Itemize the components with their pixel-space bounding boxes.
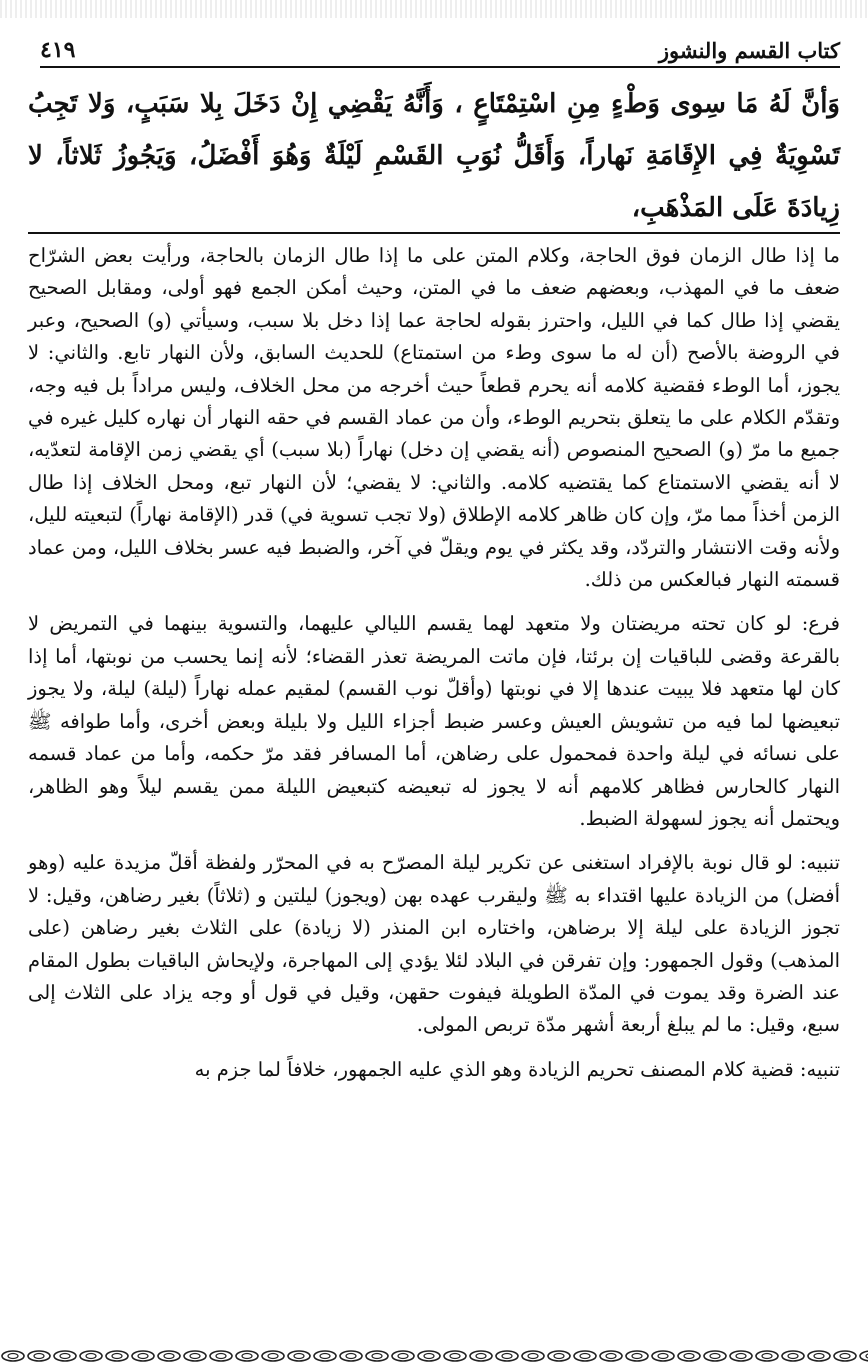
scan-edge-noise <box>0 0 868 18</box>
matn-text: وَأنَّ لَهُ مَا سِوى وَطْءٍ مِنِ اسْتِمْتَاعٍ ، وَأَنَّهُ يَقْضِي إِنْ دَخَلَ بِلا سَبَبٍ، وَلا تَجِبُ تَسْوِيَةٌ فِي الإِقَامَةِ نَهاراً، وَأَقَلُّ نُوَبِ القَسْمِ لَيْلَةٌ وَهُوَ أَفْضَلُ، وَيَجُوزُ ثَلاثاً، لا زِيادَةَ عَلَى المَذْهَبِ، <box>28 89 840 223</box>
page-number: ٤١٩ <box>40 37 76 63</box>
sharh-paragraph: فرع: لو كان تحته مريضتان ولا متعهد لهما يقسم الليالي عليهما، والتسوية بينهما في التمريض لا بالقرعة وقضى للباقيات إن برئتا، فإن ماتت المريضة تعذر القضاء؛ لأنه إنما يحسب من نوبتها، أما إذا كان لها متعهد فلا يبيت عندها إلا في نوبتها (وأقلّ نوب القسم) لمقيم عمله نهاراً (ليلة) ليلة، ولا يجوز تبعيضها لما فيه من تشويش العيش وعسر ضبط أجزاء الليل ولا بليلة وبعض أخرى، وأما طوافه ﷺ على نسائه في ليلة واحدة فمحمول على رضاهن، أما المسافر فقد مرّ حكمه، وأما من عماد قسمه النهار كالحارس فظاهر كلامهم أنه لا يجوز له تبعيضه كتبعيض الليلة ممن يقسم ليلاً وهو الظاهر، ويحتمل أنه يجوز لسهولة الضبط. <box>28 612 840 830</box>
running-title: كتاب القسم والنشوز <box>658 38 840 63</box>
ornamental-border <box>0 1346 868 1366</box>
sharh-commentary <box>28 240 840 1098</box>
sharh-paragraph: تنبيه: قضية كلام المصنف تحريم الزيادة وهو الذي عليه الجمهور، خلافاً لما جزم به <box>194 1057 840 1081</box>
sharh-paragraph: تنبيه: لو قال نوبة بالإفراد استغنى عن تكرير ليلة المصرّح به في المحرّر ولفظة أقلّ مزيدة عليه (وهو أفضل) من الزيادة عليها اقتداء به ﷺ وليقرب عهده بهن (ويجوز) ليلتين و (ثلاثاً) بغير رضاهن، وقيل: لا تجوز الزيادة على ليلة إلا برضاهن، واختاره ابن المنذر (لا زيادة) على الثلاث بغير رضاهن (على المذهب) وقول الجمهور: وإن تفرقن في البلاد لئلا يؤدي إلى المهاجرة، ولإيحاش الباقيات بطول المقام عند الضرة وقد يموت في المدّة الطويلة فيفوت حقهن، وقيل في قول أو وجه يزاد على الثلاث إلى سبع، وقيل: ما لم يبلغ أربعة أشهر مدّة تربص المولى. <box>28 851 840 1037</box>
page-header <box>40 30 840 68</box>
sharh-paragraph: ما إذا طال الزمان فوق الحاجة، وكلام المتن على ما إذا طال الزمان بالحاجة، ورأيت بعض الشرّاح ضعف ما في المهذب، وبعضهم ضعف ما في المتن، وحيث أمكن الجمع فهو أولى، ومقابل الصحيح يقضي إذا طال كما في الليل، واحترز بقوله لحاجة عما إذا دخل بلا سبب، وسيأتي (و) الصحيح، وعبر في الروضة بالأصح (أن له ما سوى وطء من استمتاع) للحديث السابق، ولأن النهار تابع. والثاني: لا يجوز، أما الوطء فقضية كلامه أنه يحرم قطعاً حيث أخرجه من محل الخلاف، وليس مراداً بل فيه وجه، وتقدّم الكلام على ما يتعلق بتحريم الوطء، وأن من عماد القسم في حقه النهار أن نهاره كليل غيره في جميع ما مرّ (و) الصحيح المنصوص (أنه يقضي إن دخل) نهاراً (بلا سبب) أي يقضي زمن الإقامة لتعدّيه، لا أنه يقضي الاستمتاع كما يقتضيه كلامه. والثاني: لا يقضي؛ لأن النهار تبع، ومحل الخلاف إذا طال الزمن أخذاً مما مرّ، وإن كان ظاهر كلامه الإطلاق (ولا تجب تسوية في) قدر (الإقامة نهاراً) لتبعيته لليل، ولأنه وقت الانتشار والتردّد، وقد يكثر في يوم ويقلّ في آخر، والضبط فيه عسر بخلاف الليل، ومن عماد قسمته النهار فبالعكس من ذلك. <box>28 244 840 592</box>
separator-rule <box>28 232 840 234</box>
